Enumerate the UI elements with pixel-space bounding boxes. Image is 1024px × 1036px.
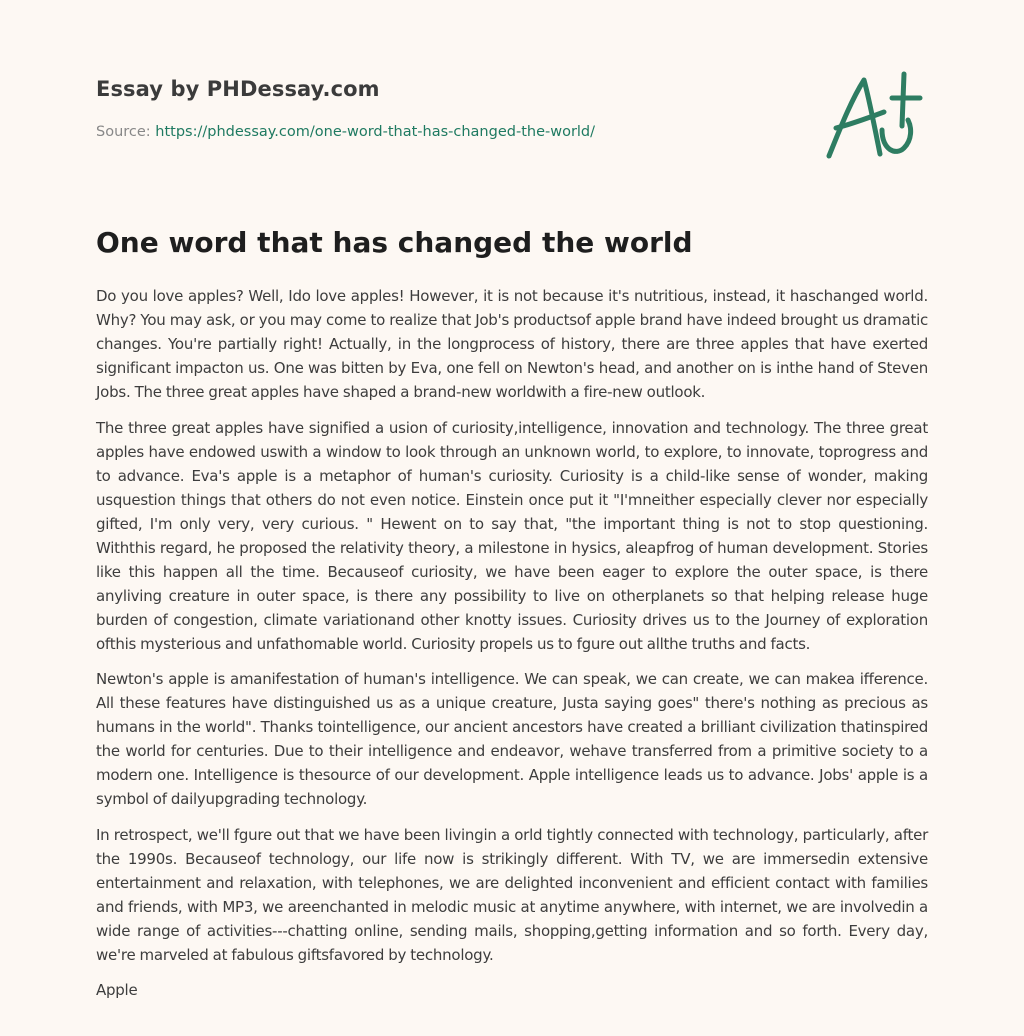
a-plus-logo-icon [824,68,928,164]
article-paragraph: In retrospect, we'll fgure out that we have been livingin a orld tightly connected with technology, particularly, after the 1990s. Becauseof technology, our life now is strikingly different. With TV, we are immersedin extensive entertainment and relaxation, with telephones, we are delighted inconvenient and efficient contact with families and friends, with MP3, we areenchanted in melodic music at anytime anywhere, with internet, we are involvedin a wide range of activities---chatting online, sending mails, shopping,getting information and so forth. Every day, we're marveled at fabulous giftsfavored by technology. [96,825,928,964]
site-brand: Essay by PHDessay.com [96,77,380,101]
a-plus-logo [824,68,928,164]
source-line [96,124,595,140]
article-paragraph: Apple [96,981,138,999]
article-title: One word that has changed the world [96,226,693,259]
article-paragraph: Newton's apple is amanifestation of human's intelligence. We can speak, we can create, we can makea ifference. All these features have distinguished us as a unique creature, Justa saying goes" there's nothing as precious as humans in the world". Thanks tointelligence, our ancient ancestors have created a brilliant civilization thatinspired the world for centuries. Due to their intelligence and endeavor, wehave transferred from a primitive society to a modern one. Intelligence is thesource of our development. Apple intelligence leads us to advance. Jobs' apple is a symbol of dailyupgrading technology. [96,670,928,808]
source-link[interactable]: https://phdessay.com/one-word-that-has-changed-the-world/ [155,124,596,140]
article-body [96,284,928,1014]
source-label: Source: [96,124,156,140]
article-paragraph: The three great apples have signified a usion of curiosity,intelligence, innovation and technology. The three great apples have endowed uswith a window to look through an unknown world, to explore, to innovate, toprogress and to advance. Eva's apple is a metaphor of human's curiosity. Curiosity is a child-like sense of wonder, making usquestion things that others do not even notice. Einstein once put it "I'mneither especially clever nor especially gifted, I'm only very, very curious. " Hewent on to say that, "the important thing is not to stop questioning. Withthis regard, he proposed the relativity theory, a milestone in hysics, aleapfrog of human development. Stories like this happen all the time. Becauseof curiosity, we have been eager to explore the outer space, is there anyliving creature in outer space, is there any possibility to live on otherplanets so that helping release huge burden of congestion, climate variationand other knotty issues. Curiosity drives us to the Journey of exploration ofthis mysterious and unfathomable world. Curiosity propels us to fgure out allthe truths and facts. [96,418,928,653]
article-paragraph: Do you love apples? Well, Ido love apples! However, it is not because it's nutritious, instead, it haschanged world. Why? You may ask, or you may come to realize that Job's productsof apple brand have indeed brought us dramatic changes. You're partially right! Actually, in the longprocess of history, there are three apples that have exerted significant impacton us. One was bitten by Eva, one fell on Newton's head, and another on is inthe hand of Steven Jobs. The three great apples have shaped a brand-new worldwith a fire-new outlook. [96,287,928,401]
